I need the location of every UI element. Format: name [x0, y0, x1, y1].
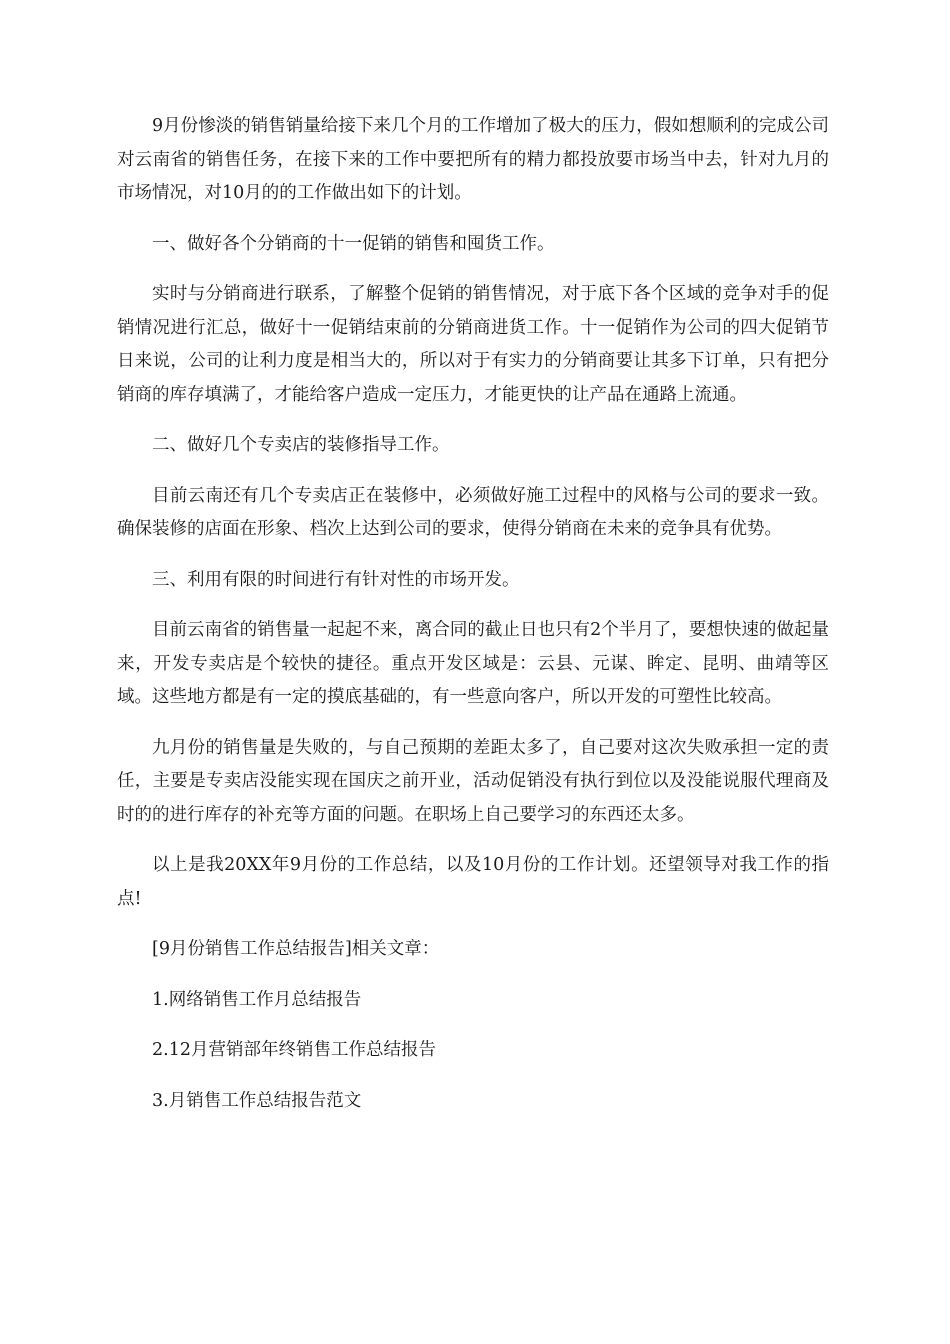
- reflection-paragraph: 九月份的销售量是失败的，与自己预期的差距太多了，自己要对这次失败承担一定的责任，主要是专卖店没能实现在国庆之前开业，活动促销没有执行到位以及没能说服代理商及时的的进行库存的补充等方面的问题。在职场上自己要学习的东西还太多。: [117, 737, 829, 825]
- related-article-link[interactable]: 2.12月营销部年终销售工作总结报告: [152, 1040, 436, 1060]
- section-heading-1: 一、做好各个分销商的十一促销的销售和囤货工作。: [152, 233, 555, 254]
- related-article-link[interactable]: 3.月销售工作总结报告范文: [152, 1090, 362, 1111]
- document-body: [117, 110, 829, 1135]
- section-body-3: 目前云南省的销售量一起起不来，离合同的截止日也只有2个半月了，要想快速的做起量来，开发专卖店是个较快的捷径。重点开发区域是：云县、元谋、眸定、昆明、曲靖等区域。这些地方都是有一定的摸底基础的，有一些意向客户，所以开发的可塑性比较高。: [117, 620, 829, 707]
- section-body-2: 目前云南还有几个专卖店正在装修中，必须做好施工过程中的风格与公司的要求一致。确保装修的店面在形象、档次上达到公司的要求，使得分销商在未来的竞争具有优势。: [117, 485, 829, 539]
- related-article-link[interactable]: 1.网络销售工作月总结报告: [152, 989, 362, 1010]
- closing-paragraph: 以上是我20XX年9月份的工作总结，以及10月份的工作计划。还望领导对我工作的指点!: [117, 855, 829, 909]
- related-articles-heading: [9月份销售工作总结报告]相关文章：: [152, 939, 440, 959]
- intro-paragraph: 9月份惨淡的销售销量给接下来几个月的工作增加了极大的压力，假如想顺利的完成公司对云南省的销售任务，在接下来的工作中要把所有的精力都投放要市场当中去，针对九月的市场情况，对10月的的工作做出如下的计划。: [117, 116, 829, 203]
- section-body-1: 实时与分销商进行联系，了解整个促销的销售情况，对于底下各个区域的竞争对手的促销情况进行汇总，做好十一促销结束前的分销商进货工作。十一促销作为公司的四大促销节日来说，公司的让利力度是相当大的，所以对于有实力的分销商要让其多下订单，只有把分销商的库存填满了，才能给客户造成一定压力，才能更快的让产品在通路上流通。: [117, 284, 829, 405]
- section-heading-3: 三、利用有限的时间进行有针对性的市场开发。: [152, 569, 520, 590]
- section-heading-2: 二、做好几个专卖店的装修指导工作。: [152, 435, 450, 455]
